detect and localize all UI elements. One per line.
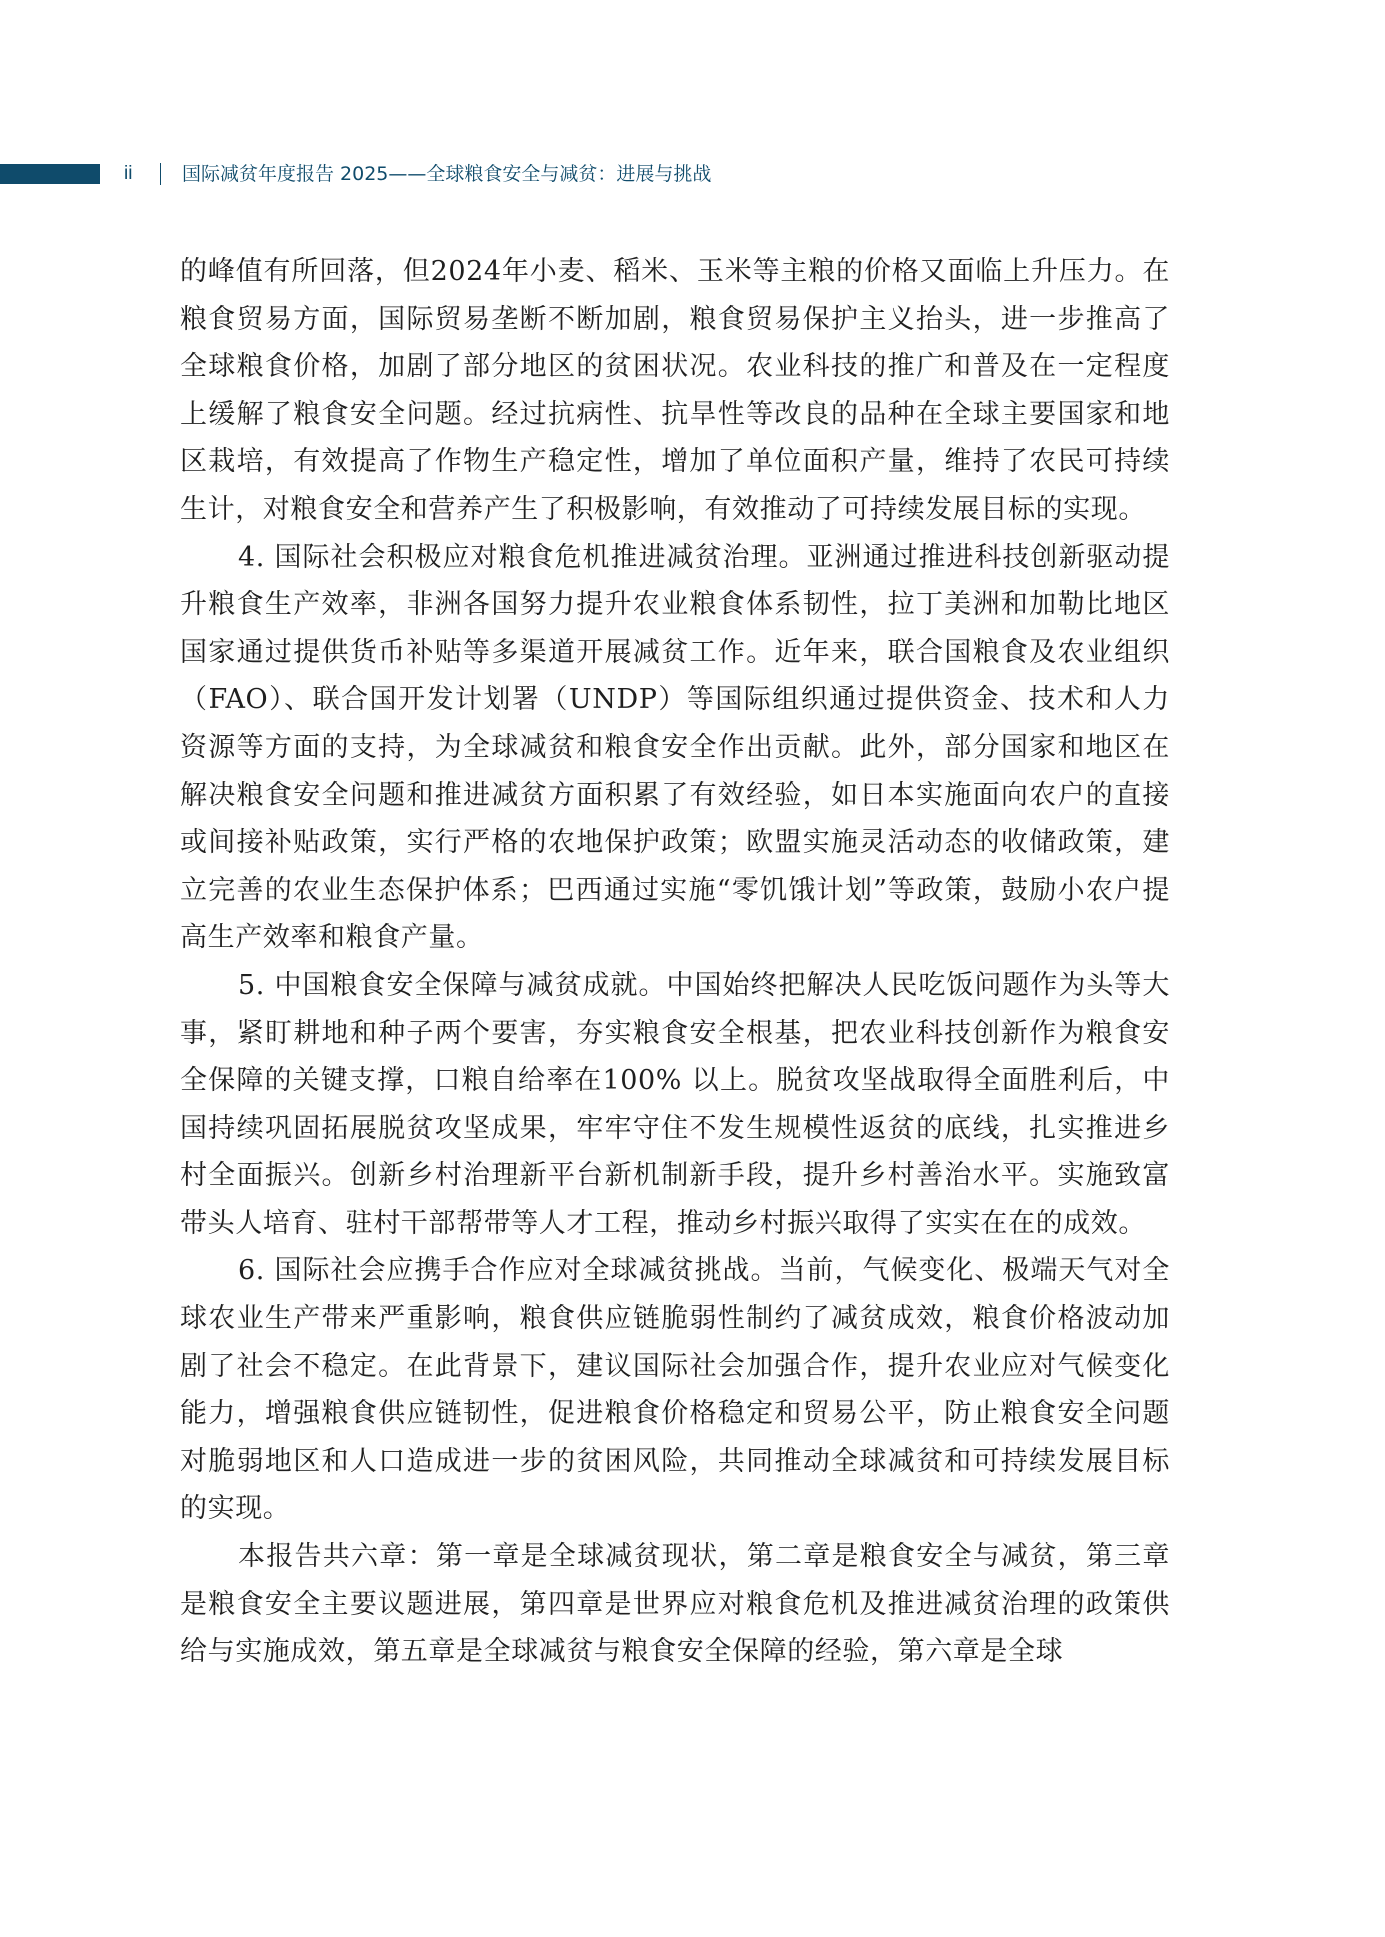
header-divider: [160, 163, 161, 185]
paragraph-point-5: 5. 中国粮食安全保障与减贫成就。中国始终把解决人民吃饭问题作为头等大事，紧盯耕地和种子两个要害，夯实粮食安全根基，把农业科技创新作为粮食安全保障的关键支撑，口粮自给率在100% 以上。脱贫攻坚战取得全面胜利后，中国持续巩固拓展脱贫攻坚成果，牢牢守住不发生规模性返贫的底线，扎实推进乡村全面振兴。创新乡村治理新平台新机制新手段，提升乡村善治水平。实施致富带头人培育、驻村干部帮带等人才工程，推动乡村振兴取得了实实在在的成效。: [180, 969, 1170, 1239]
running-title: 国际减贫年度报告 2025——全球粮食安全与减贫：进展与挑战: [182, 163, 712, 185]
body-text: [180, 248, 1170, 1676]
paragraph-point-4: 4. 国际社会积极应对粮食危机推进减贫治理。亚洲通过推进科技创新驱动提升粮食生产效率，非洲各国努力提升农业粮食体系韧性，拉丁美洲和加勒比地区国家通过提供货币补贴等多渠道开展减贫工作。近年来，联合国粮食及农业组织（FAO）、联合国开发计划署（UNDP）等国际组织通过提供资金、技术和人力资源等方面的支持，为全球减贫和粮食安全作出贡献。此外，部分国家和地区在解决粮食安全问题和推进减贫方面积累了有效经验，如日本实施面向农户的直接或间接补贴政策，实行严格的农地保护政策；欧盟实施灵活动态的收储政策，建立完善的农业生态保护体系；巴西通过实施“零饥饿计划”等政策，鼓励小农户提高生产效率和粮食产量。: [180, 541, 1170, 954]
paragraph-point-6: 6. 国际社会应携手合作应对全球减贫挑战。当前，气候变化、极端天气对全球农业生产带来严重影响，粮食供应链脆弱性制约了减贫成效，粮食价格波动加剧了社会不稳定。在此背景下，建议国际社会加强合作，提升农业应对气候变化能力，增强粮食供应链韧性，促进粮食价格稳定和贸易公平，防止粮食安全问题对脆弱地区和人口造成进一步的贫困风险，共同推动全球减贫和可持续发展目标的实现。: [180, 1255, 1170, 1525]
paragraph-report-structure: 本报告共六章：第一章是全球减贫现状，第二章是粮食安全与减贫，第三章是粮食安全主要议题进展，第四章是世界应对粮食危机及推进减贫治理的政策供给与实施成效，第五章是全球减贫与粮食安全保障的经验，第六章是全球: [180, 1541, 1170, 1668]
running-header: [0, 158, 1385, 192]
header-accent-bar: [0, 164, 100, 184]
paragraph-continued: 的峰值有所回落，但2024年小麦、稻米、玉米等主粮的价格又面临上升压力。在粮食贸易方面，国际贸易垄断不断加剧，粮食贸易保护主义抬头，进一步推高了全球粮食价格，加剧了部分地区的贫困状况。农业科技的推广和普及在一定程度上缓解了粮食安全问题。经过抗病性、抗旱性等改良的品种在全球主要国家和地区栽培，有效提高了作物生产稳定性，增加了单位面积产量，维持了农民可持续生计，对粮食安全和营养产生了积极影响，有效推动了可持续发展目标的实现。: [180, 256, 1170, 525]
page-number: ii: [124, 163, 133, 184]
